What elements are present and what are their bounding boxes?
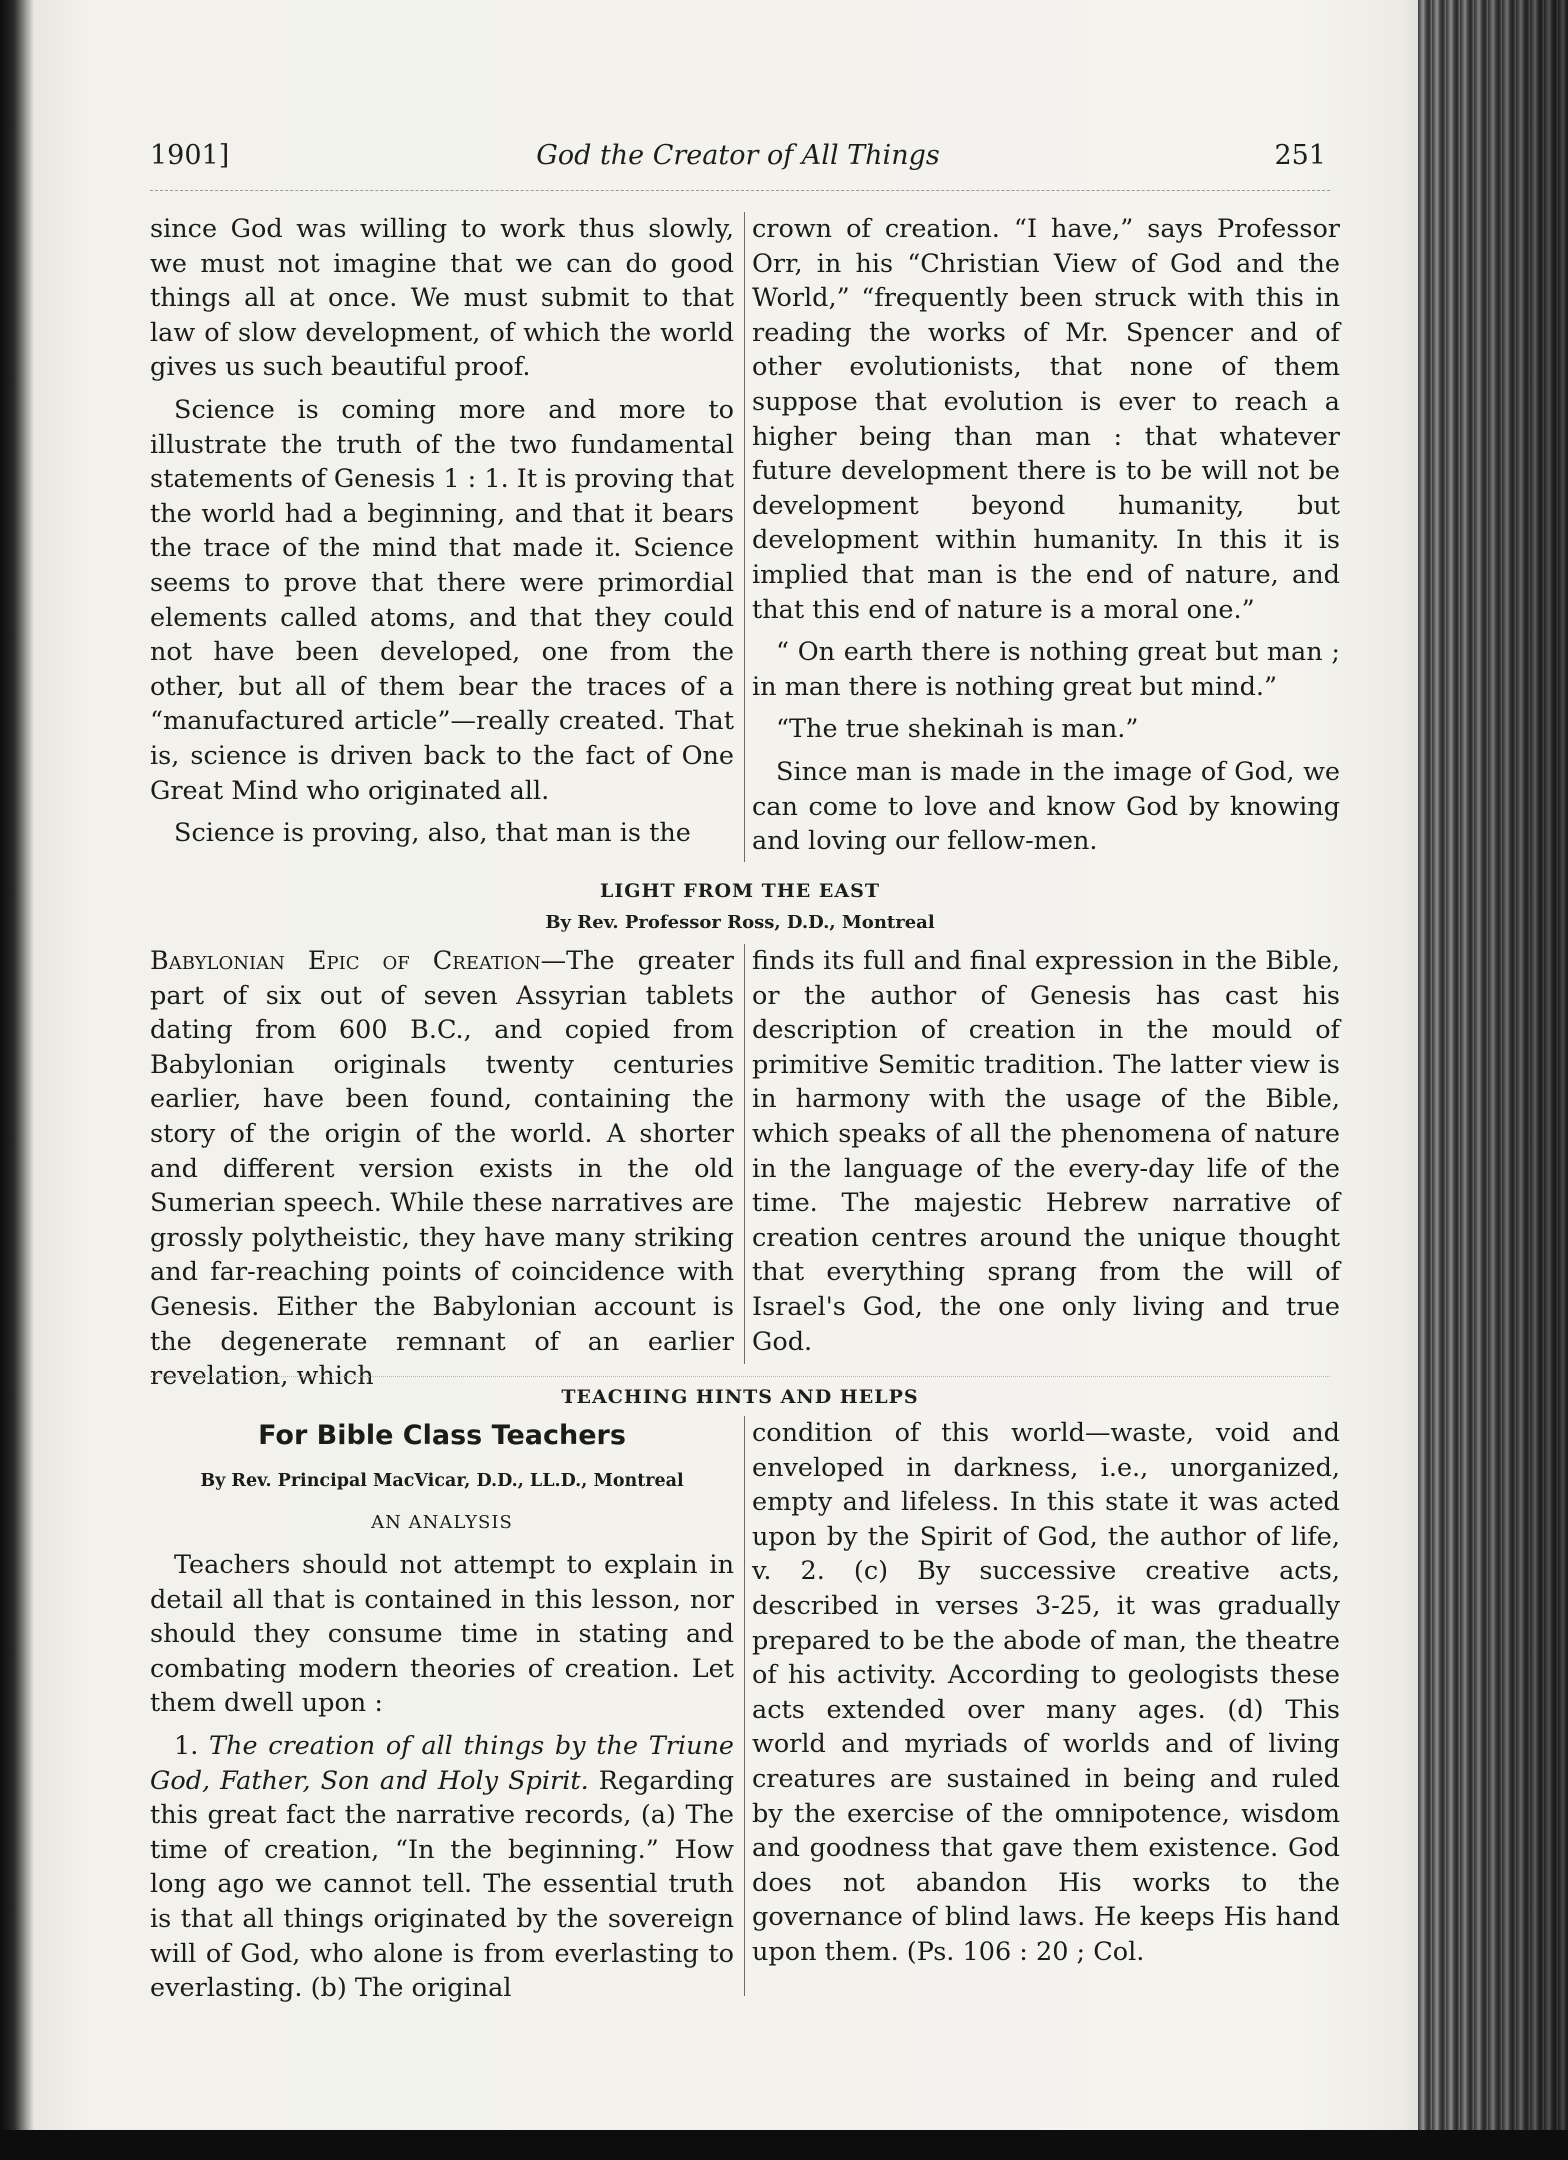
running-title: God the Creator of All Things — [536, 140, 940, 171]
running-header — [150, 140, 1326, 180]
article2-lead-in: Babylonian Epic of Creation — [150, 946, 541, 976]
article3-left-paragraph-2 — [150, 1729, 734, 2006]
section-separator — [150, 1376, 1330, 1377]
article1-left-paragraph-1: since God was willing to work thus slowly, we must not imagine that we can do good things all at once. We must submit to that law of slow development, of which the world gives us such beautiful proof. — [150, 214, 734, 383]
article1-right-paragraph-3: “The true shekinah is man.” — [776, 714, 1139, 745]
article3-column-rule — [744, 1416, 745, 1996]
article3-title: TEACHING HINTS AND HELPS — [561, 1386, 919, 1408]
article1-right-paragraph-4: Since man is made in the image of God, we can come to love and know God by knowing and loving our fellow-men. — [752, 756, 1340, 857]
article3-left-paragraph-1: Teachers should not attempt to explain in detail all that is contained in this lesson, nor should they consume time in stating and combating modern theories of creation. Let them dwell upon : — [150, 1550, 734, 1719]
article1-right-paragraph-1: crown of creation. “I have,” says Professor Orr, in his “Christian View of God and the World,” “frequently been struck with this in reading the works of Mr. Spencer and of other evolutionists, that none of them suppose that evolution is ever to reach a higher being than man : that whatever future development there is to be will not be development beyond humanity, but development within humanity. In this it is implied that man is the end of nature, and that this end of nature is a moral one.” — [752, 214, 1340, 625]
article1-right-paragraph-2: “ On earth there is nothing great but man ; in man there is nothing great but mind.” — [752, 637, 1340, 702]
article1-column-rule — [744, 212, 745, 862]
article3-right-paragraph: condition of this world—waste, void and enveloped in darkness, i.e., unorganized, empty and lifeless. In this state it was acted upon by the Spirit of God, the author of life, v. 2. (c) By successive creative acts, described in verses 3-25, it was gradually prepared to be the abode of man, the theatre of his activity. According to geologists these acts extended over many ages. (d) This world and myriads of worlds and of living creatures are sustained in being and ruled by the exercise of the omnipotence, wisdom and goodness that gave them existence. God does not abandon His works to the governance of blind laws. He keeps His hand upon them. (Ps. 106 : 20 ; Col. — [752, 1418, 1340, 1967]
article2-left-paragraph — [150, 944, 734, 1394]
article3-right-column — [752, 1416, 1340, 1970]
article1-left-column — [150, 212, 734, 851]
article1-right-column — [752, 212, 1340, 859]
article2-left-text: —The greater part of six out of seven Assyrian tablets dating from 600 B.C., and copied from Babylonian originals twenty centuries earlier, have been found, containing the story of the origin of the world. A shorter and different version exists in the old Sumerian speech. While these narratives are grossly polytheistic, they have many striking and far-reaching points of coincidence with Genesis. Either the Babylonian account is the degenerate remnant of an earlier revelation, which — [150, 946, 734, 1392]
article3-byline: By Rev. Principal MacVicar, D.D., LL.D., Montreal — [200, 1471, 684, 1491]
point-heading: The creation of all things by the Triune God, Father, Son and Holy Spirit. — [150, 1730, 735, 1796]
page-number: 251 — [1274, 140, 1326, 171]
article3-analysis-label: AN ANALYSIS — [371, 1512, 513, 1533]
header-year: 1901] — [150, 140, 230, 171]
article3-left-column — [150, 1416, 734, 2006]
article1-left-paragraph-2: Science is coming more and more to illustrate the truth of the two fundamental statements of Genesis 1 : 1. It is proving that the world had a beginning, and that it bears the trace of the mind that made it. Science seems to prove that there were primordial elements called atoms, and that they could not have been developed, one from the other, but all of them bear the traces of a “manufactured article”—really created. That is, science is driven back to the fact of One Great Mind who originated all. — [150, 394, 734, 806]
header-rule — [150, 190, 1330, 191]
article2-column-rule — [744, 944, 745, 1364]
article1-left-paragraph-3: Science is proving, also, that man is the — [174, 818, 691, 849]
article3-left-text: Regarding this great fact the narrative records, (a) The time of creation, “In the beginning.” How long ago we cannot tell. The essential truth is that all things originated by the sovereign will of God, who alone is from everlasting to everlasting. (b) The original — [150, 1765, 735, 2004]
point-number: 1. — [174, 1730, 199, 1761]
article2-right-column — [752, 944, 1340, 1359]
page-bottom-shadow — [0, 2130, 1568, 2160]
article2-left-column — [150, 944, 734, 1394]
article3-subhead: For Bible Class Teachers — [258, 1420, 626, 1451]
article2-byline: By Rev. Professor Ross, D.D., Montreal — [545, 912, 935, 933]
article2-title: LIGHT FROM THE EAST — [600, 880, 880, 902]
book-page-edges — [1418, 0, 1568, 2160]
article2-right-paragraph: finds its full and final expression in the Bible, or the author of Genesis has cast his description of creation in the mould of primitive Semitic tradition. The latter view is in harmony with the usage of the Bible, which speaks of all the phenomena of nature in the language of the every-day life of the time. The majestic Hebrew narrative of creation centres around the unique thought that everything sprang from the will of Israel's God, the one only living and true God. — [752, 946, 1340, 1357]
